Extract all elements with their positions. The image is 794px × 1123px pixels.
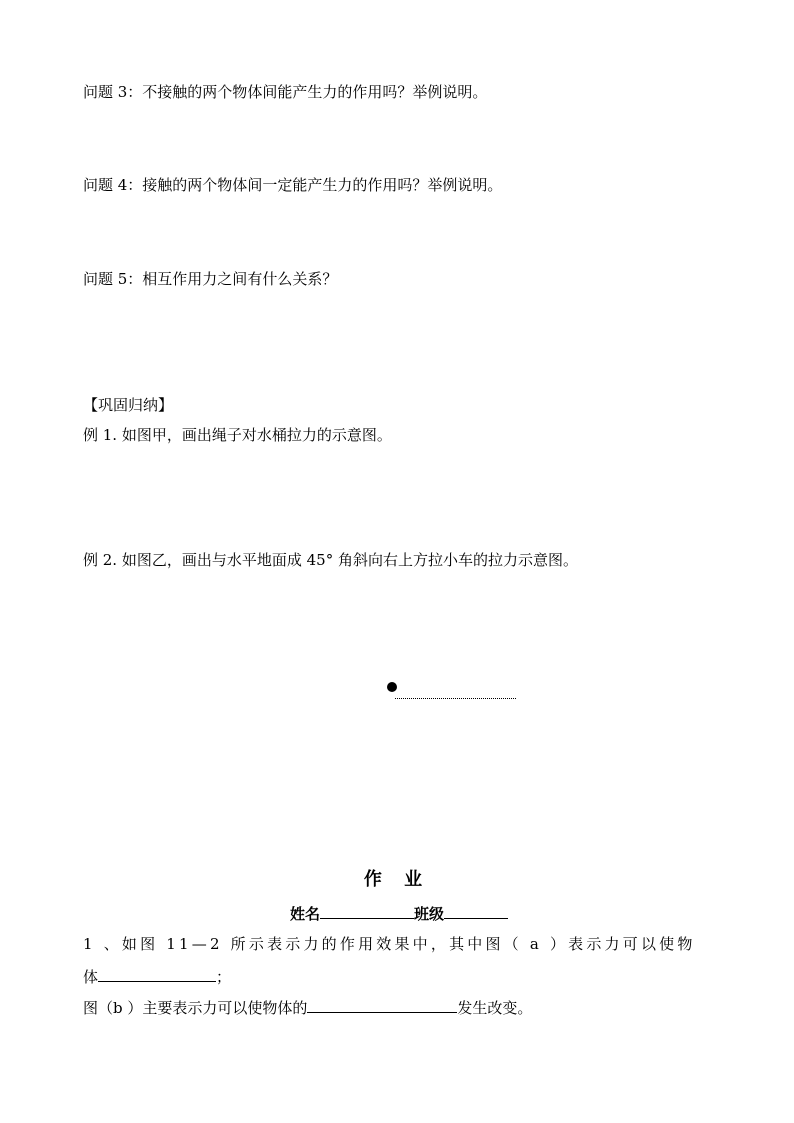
class-label: 班级 [414,905,445,923]
q1-line2-prefix: 体 [83,968,99,986]
q1-blank-2 [307,997,457,1013]
class-blank [444,903,508,919]
q1-line2-suffix: ； [216,968,232,986]
question-3: 问题 3：不接触的两个物体间能产生力的作用吗？举例说明。 [83,83,488,101]
question-4: 问题 4：接触的两个物体间一定能产生力的作用吗？举例说明。 [83,176,503,194]
homework-q1-line2 [83,966,231,987]
name-label: 姓名 [290,905,321,923]
q1-line3-prefix: 图（b ）主要表示力可以使物体的 [83,999,308,1017]
question-5: 问题 5：相互作用力之间有什么关系？ [83,270,338,288]
q1-line3-suffix: 发生改变。 [457,999,533,1017]
homework-q1-line1: 1 、如图 11—2 所示表示力的作用效果中，其中图（ a ）表示力可以使物 [83,935,696,953]
ground-dotted-line [395,698,516,699]
name-blank [320,903,414,919]
example-2: 例 2. 如图乙，画出与水平地面成 45° 角斜向右上方拉小车的拉力示意图。 [83,551,578,569]
consolidate-heading: 【巩固归纳】 [83,396,174,414]
homework-title: 作 业 [363,869,431,890]
name-class-row [290,903,508,924]
example-1: 例 1. 如图甲，画出绳子对水桶拉力的示意图。 [83,426,392,444]
homework-q1-line3 [83,997,532,1018]
cart-point-dot [387,682,397,692]
q1-blank-1 [98,966,216,982]
